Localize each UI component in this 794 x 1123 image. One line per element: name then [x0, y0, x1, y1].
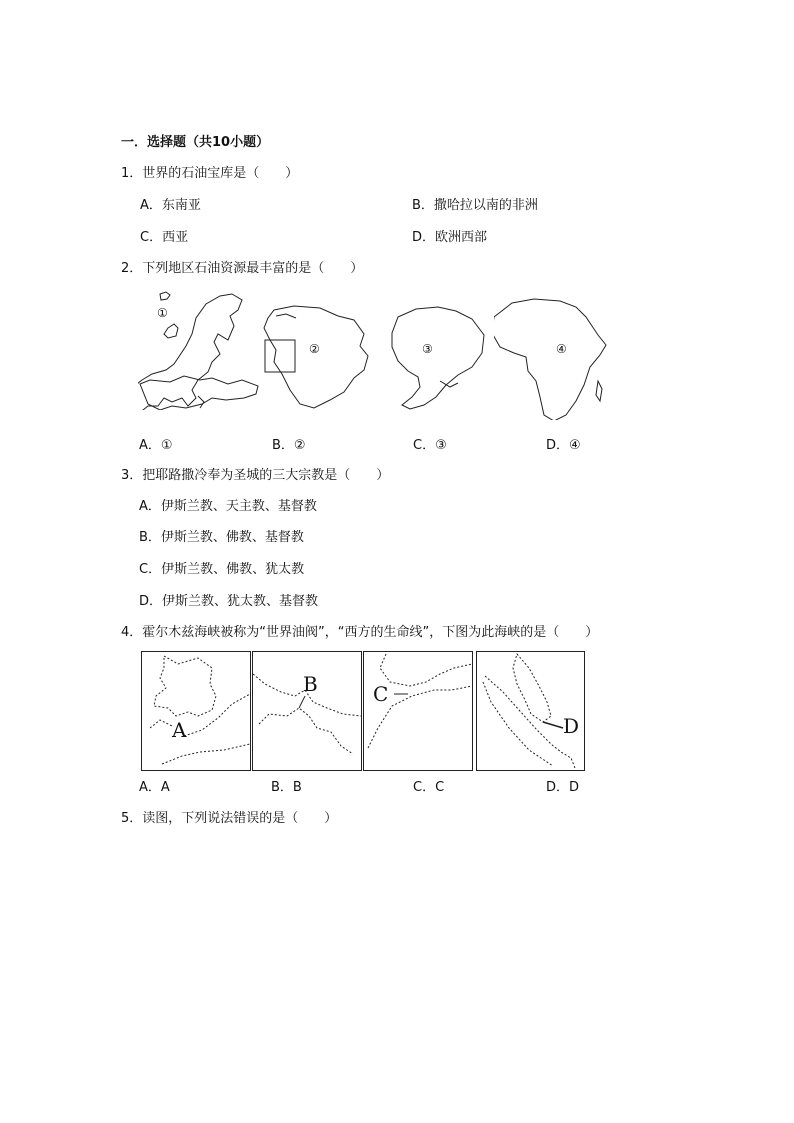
question-2-option-b[interactable]: B．② [272, 438, 306, 453]
question-3-option-b[interactable]: B．伊斯兰教、佛教、基督教 [139, 530, 304, 545]
question-3-option-c[interactable]: C．伊斯兰教、佛教、犹太教 [139, 562, 305, 577]
question-1-option-b[interactable]: B．撒哈拉以南的非洲 [412, 198, 538, 213]
question-3-stem: 3．把耶路撒冷奉为圣城的三大宗教是（ ） [121, 468, 390, 483]
strait-letter-d: D [563, 714, 580, 738]
africa-map [494, 295, 612, 420]
map-label-4: ④ [556, 342, 567, 356]
question-4-option-c[interactable]: C．C [413, 780, 445, 795]
section-title: 一．选择题（共10小题） [121, 135, 270, 150]
strait-map-d [476, 651, 585, 771]
question-2-option-c[interactable]: C．③ [413, 438, 447, 453]
strait-letter-b: B [303, 672, 318, 696]
question-4-option-a[interactable]: A．A [139, 780, 170, 795]
question-2-stem: 2．下列地区石油资源最丰富的是（ ） [121, 261, 364, 276]
strait-map-a [141, 651, 251, 771]
question-1-stem: 1．世界的石油宝库是（ ） [121, 166, 299, 181]
question-2-option-a[interactable]: A．① [139, 438, 173, 453]
question-4-stem: 4．霍尔木兹海峡被称为“世界油阀”，“西方的生命线”，下图为此海峡的是（ ） [121, 625, 599, 640]
map-label-1: ① [157, 306, 168, 320]
strait-map-c [363, 651, 473, 771]
strait-letter-a: A [172, 718, 187, 742]
question-4-option-d[interactable]: D．D [546, 780, 580, 795]
map-label-3: ③ [422, 342, 433, 356]
question-3-option-a[interactable]: A．伊斯兰教、天主教、基督教 [139, 499, 317, 514]
question-1-option-c[interactable]: C．西亚 [140, 230, 189, 245]
map-label-2: ② [309, 342, 320, 356]
strait-letter-c: C [373, 682, 389, 706]
strait-map-b [252, 651, 362, 771]
question-3-option-d[interactable]: D．伊斯兰教、犹太教、基督教 [139, 594, 319, 609]
question-1-option-d[interactable]: D．欧洲西部 [412, 230, 488, 245]
question-1-option-a[interactable]: A．东南亚 [140, 198, 201, 213]
question-2-option-d[interactable]: D．④ [546, 438, 581, 453]
question-4-option-b[interactable]: B．B [271, 780, 302, 795]
question-5-stem: 5．读图，下列说法错误的是（ ） [121, 811, 338, 826]
latin-america-map [390, 305, 488, 410]
